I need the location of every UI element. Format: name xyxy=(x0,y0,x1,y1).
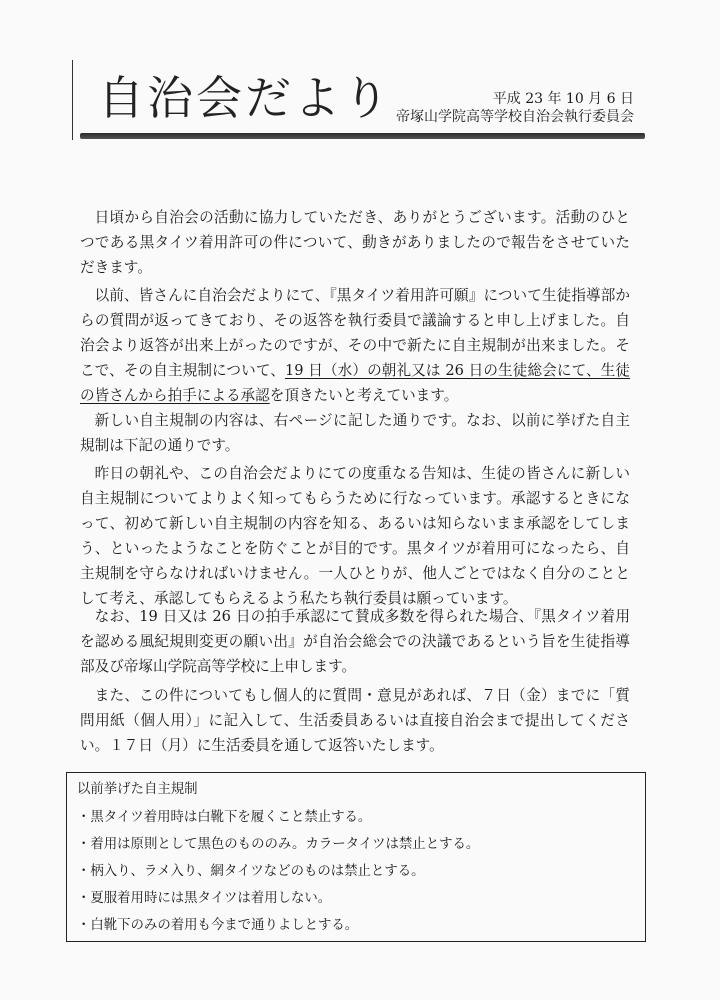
paragraph-request-end: を頂きたいと考えています。 xyxy=(269,387,459,404)
paragraph-approval: なお、19 日又は 26 日の拍手承認にて賛成多数を得られた場合、『黒タイツ着用を認める風紀規則変更の願い出』が自治会総会での決議であるという旨を生徒指導部及び帝塚山学院高等学校に上申します。 xyxy=(80,608,630,675)
paragraph-intro: 日頃から自治会の活動に協力していただき、ありがとうございます。活動のひとつである黒タイツ着用許可の件について、動きがありましたので報告をさせていただきます。 xyxy=(80,209,630,276)
rule-item: ・白靴下のみの着用も今まで通りよしとする。 xyxy=(77,918,359,933)
paragraph-request-text: 以前、皆さんに自治会だよりにて、『黒タイツ着用許可願』について生徒指導部からの質問が返ってきており、その返答を執行委員で議論すると申し上げました。自治会より返答が出来上がったのですが、その中で新たに自主規制が出来ました。そこで、その自主規制について、 xyxy=(80,287,630,379)
header-underline xyxy=(80,133,645,139)
newsletter-title: 自治会だより xyxy=(98,71,392,125)
paragraph-request xyxy=(80,283,630,408)
rule-item: ・夏服着用時には黒タイツは着用しない。 xyxy=(77,891,332,906)
rule-item: ・黒タイツ着用時は白靴下を履くこと禁止する。 xyxy=(77,810,372,825)
header-left-rule xyxy=(72,60,73,140)
previous-rules-title: 以前挙げた自主規制 xyxy=(77,782,198,797)
approval-request-underlined: 19 日（水）の朝礼又は 26 日の生徒総会にて、生徒の皆さんから拍手による承認 xyxy=(80,362,630,404)
issue-date: 平成 23 年 10 月 6 日 xyxy=(492,91,634,107)
issuer-organization: 帝塚山学院高等学校自治会執行委員会 xyxy=(396,109,634,125)
previous-rules-box xyxy=(66,772,646,942)
paragraph-purpose: 昨日の朝礼や、この自治会だよりにての度重なる告知は、生徒の皆さんに新しい自主規制についてよりよく知ってもらうために行なっています。承認するときになって、初めて新しい自主規制の内容を知る、あるいは知らないまま承認をしてしまう、といったようなことを防ぐことが目的です。黒タイツが着用可になったら、自主規制を守らなければいけません。一人ひとりが、他人ごとではなく自分のこととして考え、承認してもらえるよう私たち執行委員は願っています。 xyxy=(80,465,630,607)
paragraph-new-rules: 新しい自主規制の内容は、右ページに記した通りです。なお、以前に挙げた自主規制は下記の通りです。 xyxy=(80,412,630,454)
paragraph-questions: また、この件についてもし個人的に質問・意見があれば、７日（金）までに「質問用紙（個人用）」に記入して、生活委員あるいは直接自治会まで提出してください。１７日（月）に生活委員を通して返答いたします。 xyxy=(80,687,630,754)
rule-item: ・着用は原則として黒色のもののみ。カラータイツは禁止とする。 xyxy=(77,837,480,852)
rule-item: ・柄入り、ラメ入り、網タイツなどのものは禁止とする。 xyxy=(77,864,425,879)
